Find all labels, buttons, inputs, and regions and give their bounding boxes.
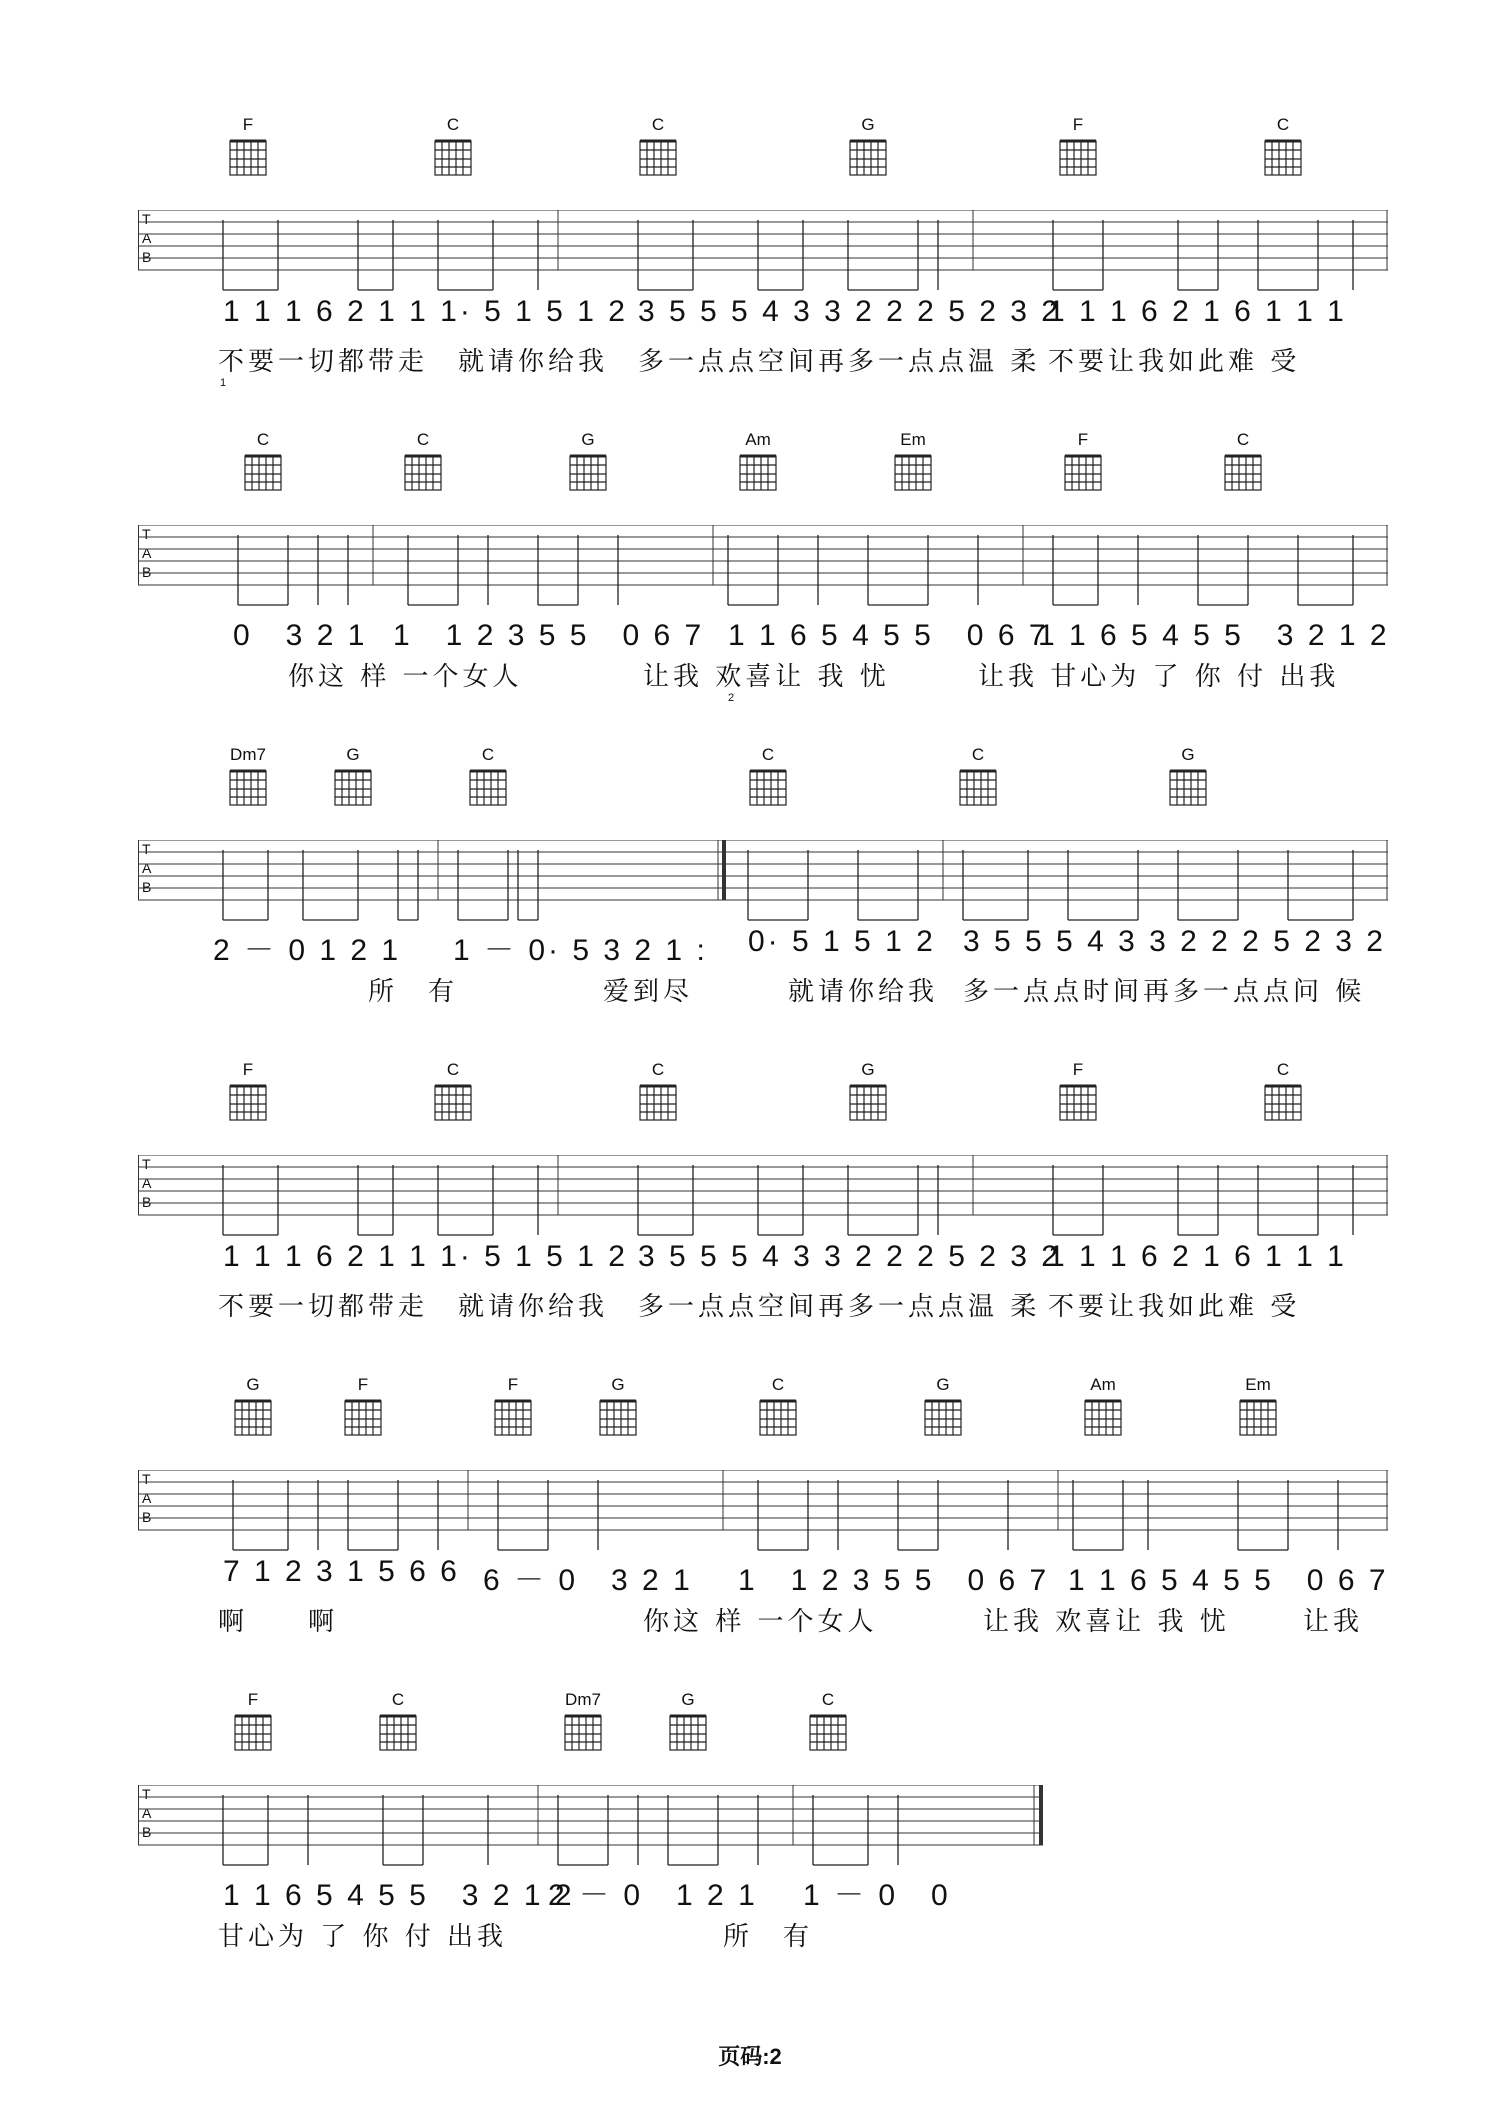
chord-grid-icon [331, 765, 375, 809]
chord-name: C [481, 745, 495, 764]
system-6 [138, 1690, 1388, 1990]
system-3 [138, 745, 1388, 1045]
chord-name: C [761, 745, 775, 764]
chord-diagram [1073, 1375, 1133, 1439]
chord-diagram [658, 1690, 718, 1754]
tab-clef: T A B [142, 841, 152, 895]
measure-notes: 1 1 1 6 2 1 6 1 1 1 [1048, 295, 1347, 328]
chord-name: F [1072, 1060, 1084, 1079]
chord-grid-icon [666, 1710, 710, 1754]
system-5 [138, 1375, 1388, 1675]
chord-name: C [771, 1375, 785, 1394]
chord-grid-icon [376, 1710, 420, 1754]
chord-name: C [446, 1060, 460, 1079]
chord-grid-icon [921, 1395, 965, 1439]
tab-staff [138, 1470, 1388, 1530]
chord-name: Dm7 [565, 1690, 601, 1709]
chord-grid-icon [226, 765, 270, 809]
chord-diagram [728, 430, 788, 494]
chord-name: G [861, 1060, 875, 1079]
measure-notes: 1 1 2 3 5 5 0 6 7 [393, 619, 705, 652]
measure-notes: 1 1 6 5 4 5 5 0 6 7 [728, 619, 1049, 652]
chord-grid-icon [1221, 450, 1265, 494]
chord-grid-icon [891, 450, 935, 494]
chord-grid-icon [241, 450, 285, 494]
chord-diagram [628, 115, 688, 179]
lyrics-row [138, 341, 1388, 375]
jianpu-row [138, 295, 1388, 339]
chord-name: C [1276, 115, 1290, 134]
chord-grid-icon [1056, 1080, 1100, 1124]
volta-marker: 1 [220, 377, 227, 389]
chord-diagram [838, 115, 898, 179]
tab-staff-lines [138, 1785, 1388, 1875]
tab-clef: T A B [142, 526, 152, 580]
measure-notes: 1 1 1 6 2 1 1 1· 5 1 5 1 2 [223, 1240, 628, 1273]
lyric-text: 多一点点空间再多一点点温 柔 [638, 347, 1041, 377]
chord-name: C [971, 745, 985, 764]
chord-grid-icon [466, 765, 510, 809]
chord-diagram [423, 1060, 483, 1124]
chord-grid-icon [231, 1395, 275, 1439]
chord-grid-icon [956, 765, 1000, 809]
chord-name: C [821, 1690, 835, 1709]
chord-grid-icon [401, 450, 445, 494]
tab-clef: T A B [142, 211, 152, 265]
lyric-text: 让我 [1303, 1607, 1364, 1637]
chord-diagram [1048, 115, 1108, 179]
measure-notes: 7 1 2 3 1 5 6 6 [223, 1555, 460, 1588]
chord-grid-icon [756, 1395, 800, 1439]
lyric-text: 啊 啊 [218, 1607, 339, 1637]
measure-notes: 1 1 6 5 4 5 5 3 2 1 2 [223, 1879, 575, 1912]
lyrics-row [138, 656, 1388, 690]
chord-diagram [588, 1375, 648, 1439]
chord-diagram [423, 115, 483, 179]
chord-grid-icon [746, 765, 790, 809]
chord-diagram [1213, 430, 1273, 494]
measure-notes: 3 5 5 5 4 3 3 2 2 2 5 2 3 2 [638, 1240, 1061, 1273]
chord-grid-icon [431, 135, 475, 179]
lyric-text: 多一点点时间再多一点点问 候 [963, 977, 1366, 1007]
chord-name: C [651, 115, 665, 134]
chord-grid-icon [636, 135, 680, 179]
chord-name: F [507, 1375, 519, 1394]
chord-name: F [1077, 430, 1089, 449]
measure-notes: 1 － 0· 5 3 2 1 : [453, 934, 708, 967]
measure-notes: 0 3 2 1 [233, 619, 368, 652]
chord-name: C [256, 430, 270, 449]
chord-grid-icon [1061, 450, 1105, 494]
chord-diagram [798, 1690, 858, 1754]
chord-diagram [218, 115, 278, 179]
chord-name: G [681, 1690, 695, 1709]
chord-row [138, 115, 1388, 210]
chord-grid-icon [846, 1080, 890, 1124]
chord-diagram [368, 1690, 428, 1754]
lyric-text: 让我 欢喜让 我 忧 [643, 662, 890, 692]
chord-diagram [333, 1375, 393, 1439]
tab-staff-lines [138, 1470, 1388, 1560]
lyric-text: 不要一切都带走 就请你给我 [218, 347, 609, 377]
chord-grid-icon [341, 1395, 385, 1439]
lyric-text: 你这 样 一个女人 [643, 1607, 878, 1637]
chord-grid-icon [1166, 765, 1210, 809]
measure-notes: 1 1 2 3 5 5 0 6 7 [738, 1564, 1050, 1597]
jianpu-row [138, 925, 1388, 969]
chord-grid-icon [736, 450, 780, 494]
lyrics-row [138, 1286, 1388, 1320]
lyric-text: 你这 样 一个女人 [288, 662, 523, 692]
chord-grid-icon [1081, 1395, 1125, 1439]
chord-diagram [218, 745, 278, 809]
chord-name: C [1236, 430, 1250, 449]
chord-diagram [628, 1060, 688, 1124]
measure-notes: 1 1 6 5 4 5 5 3 2 1 2 [1038, 619, 1390, 652]
chord-diagram [393, 430, 453, 494]
system-2 [138, 430, 1388, 730]
tab-clef: T A B [142, 1786, 152, 1840]
system-1 [138, 115, 1388, 415]
lyric-text: 不要让我如此难 受 [1048, 1292, 1301, 1322]
chord-diagram [1253, 115, 1313, 179]
measure-notes: 0· 5 1 5 1 2 [748, 925, 936, 958]
page-number: 页码:2 [718, 2044, 782, 2069]
chord-row [138, 745, 1388, 840]
jianpu-row [138, 1870, 1388, 1914]
chord-diagram [948, 745, 1008, 809]
chord-name: G [346, 745, 360, 764]
lyric-text: 所 有 [368, 977, 459, 1007]
volta-marker: 2 [728, 692, 735, 704]
chord-diagram [1048, 1060, 1108, 1124]
lyric-text: 爱到尽 [603, 977, 694, 1007]
chord-grid-icon [1236, 1395, 1280, 1439]
chord-name: F [242, 1060, 254, 1079]
chord-grid-icon [226, 135, 270, 179]
measure-notes: 1 1 6 5 4 5 5 0 6 7 [1068, 1564, 1389, 1597]
chord-grid-icon [1056, 135, 1100, 179]
chord-name: Dm7 [230, 745, 266, 764]
chord-name: G [861, 115, 875, 134]
chord-name: F [1072, 115, 1084, 134]
chord-name: Am [745, 430, 771, 449]
chord-diagram [223, 1375, 283, 1439]
chord-diagram [738, 745, 798, 809]
chord-grid-icon [636, 1080, 680, 1124]
chord-diagram [323, 745, 383, 809]
chord-grid-icon [431, 1080, 475, 1124]
chord-grid-icon [566, 450, 610, 494]
chord-name: G [936, 1375, 950, 1394]
chord-grid-icon [231, 1710, 275, 1754]
tab-staff-lines [138, 525, 1388, 615]
chord-name: C [446, 115, 460, 134]
measure-notes: 3 5 5 5 4 3 3 2 2 2 5 2 3 2 [638, 295, 1061, 328]
lyric-text: 不要一切都带走 就请你给我 [218, 1292, 609, 1322]
chord-name: F [242, 115, 254, 134]
tab-staff [138, 210, 1388, 270]
measure-notes: 1 1 1 6 2 1 6 1 1 1 [1048, 1240, 1347, 1273]
lyric-text: 所 有 [723, 1922, 814, 1952]
chord-name: F [247, 1690, 259, 1709]
measure-notes: 3 5 5 5 4 3 3 2 2 2 5 2 3 2 [963, 925, 1386, 958]
measure-notes: 2 － 0 1 2 1 [213, 934, 402, 967]
chord-diagram [483, 1375, 543, 1439]
chord-grid-icon [846, 135, 890, 179]
chord-diagram [223, 1690, 283, 1754]
chord-diagram [1253, 1060, 1313, 1124]
measure-notes: 6 － 0 3 2 1 [483, 1564, 693, 1597]
measure-notes: 2 － 0 1 2 1 [548, 1879, 758, 1912]
tab-clef: T A B [142, 1156, 152, 1210]
tab-staff [138, 1785, 1388, 1845]
chord-row [138, 1375, 1388, 1470]
tab-staff-lines [138, 1155, 1388, 1245]
chord-diagram [913, 1375, 973, 1439]
lyric-text: 不要让我如此难 受 [1048, 347, 1301, 377]
chord-name: G [581, 430, 595, 449]
tab-staff [138, 525, 1388, 585]
chord-diagram [233, 430, 293, 494]
chord-diagram [218, 1060, 278, 1124]
lyrics-row [138, 1916, 1388, 1950]
measure-notes: 1 － 0 0 [803, 1879, 951, 1912]
jianpu-row [138, 1240, 1388, 1284]
chord-name: G [1181, 745, 1195, 764]
tab-staff [138, 1155, 1388, 1215]
chord-name: C [651, 1060, 665, 1079]
chord-grid-icon [226, 1080, 270, 1124]
lyrics-row [138, 971, 1388, 1005]
chord-name: C [1276, 1060, 1290, 1079]
chord-name: Em [1245, 1375, 1271, 1394]
tab-clef: T A B [142, 1471, 152, 1525]
chord-diagram [748, 1375, 808, 1439]
tab-staff-lines [138, 210, 1388, 300]
lyric-text: 让我 欢喜让 我 忧 [983, 1607, 1230, 1637]
tab-staff-lines [138, 840, 1388, 930]
lyric-text: 让我 甘心为 了 你 付 出我 [978, 662, 1340, 692]
system-4 [138, 1060, 1388, 1360]
chord-diagram [1228, 1375, 1288, 1439]
lyric-text: 多一点点空间再多一点点温 柔 [638, 1292, 1041, 1322]
chord-name: F [357, 1375, 369, 1394]
lyrics-row [138, 1601, 1388, 1635]
chord-grid-icon [1261, 1080, 1305, 1124]
lyric-text: 就请你给我 [788, 977, 939, 1007]
chord-name: Em [900, 430, 926, 449]
measure-notes: 1 1 1 6 2 1 1 1· 5 1 5 1 2 [223, 295, 628, 328]
lyric-text: 甘心为 了 你 付 出我 [218, 1922, 508, 1952]
chord-name: G [611, 1375, 625, 1394]
chord-grid-icon [561, 1710, 605, 1754]
chord-grid-icon [491, 1395, 535, 1439]
chord-diagram [883, 430, 943, 494]
chord-row [138, 430, 1388, 525]
chord-diagram [558, 430, 618, 494]
chord-name: C [416, 430, 430, 449]
chord-row [138, 1690, 1388, 1785]
chord-name: Am [1090, 1375, 1116, 1394]
chord-grid-icon [806, 1710, 850, 1754]
chord-name: G [246, 1375, 260, 1394]
chord-diagram [458, 745, 518, 809]
chord-diagram [1158, 745, 1218, 809]
chord-name: C [391, 1690, 405, 1709]
jianpu-row [138, 610, 1388, 654]
tab-staff [138, 840, 1388, 900]
chord-diagram [838, 1060, 898, 1124]
chord-grid-icon [1261, 135, 1305, 179]
chord-grid-icon [596, 1395, 640, 1439]
jianpu-row [138, 1555, 1388, 1599]
chord-diagram [553, 1690, 613, 1754]
chord-diagram [1053, 430, 1113, 494]
chord-row [138, 1060, 1388, 1155]
